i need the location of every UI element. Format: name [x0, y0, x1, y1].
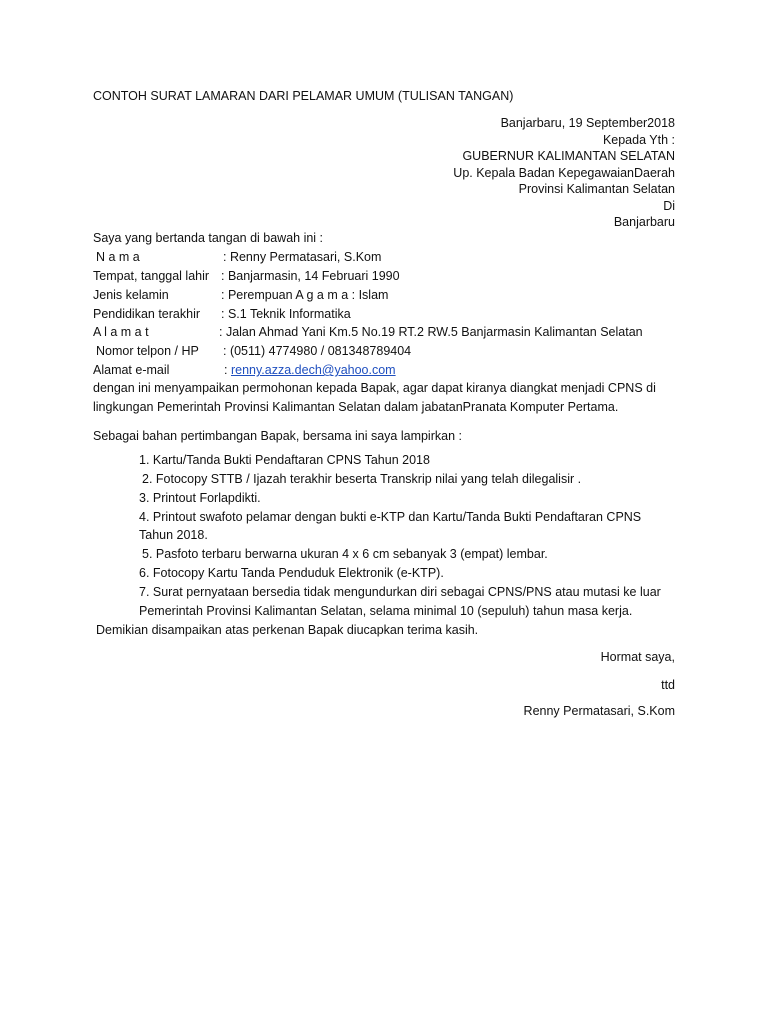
- email-label: Alamat e-mail: [93, 363, 170, 377]
- attachment-item-5: 5. Pasfoto terbaru berwarna ukuran 4 x 6 cm sebanyak 3 (empat) lembar.: [142, 547, 548, 561]
- request-line-2: lingkungan Pemerintah Provinsi Kalimantan Selatan dalam jabatanPranata Komputer Pertama.: [93, 400, 619, 414]
- recipient-di: Di: [663, 199, 675, 213]
- signer-name: Renny Permatasari, S.Kom: [523, 704, 675, 718]
- attachment-item-7: 7. Surat pernyataan bersedia tidak mengundurkan diri sebagai CPNS/PNS atau mutasi ke luar: [139, 585, 661, 599]
- recipient-title: GUBERNUR KALIMANTAN SELATAN: [462, 149, 675, 163]
- email-colon: :: [224, 363, 228, 377]
- birth-value: : Banjarmasin, 14 Februari 1990: [221, 269, 400, 283]
- phone-label: Nomor telpon / HP: [96, 344, 199, 358]
- education-value: : S.1 Teknik Informatika: [221, 307, 351, 321]
- place-date: Banjarbaru, 19 September2018: [500, 116, 675, 130]
- recipient-attn: Up. Kepala Badan KepegawaianDaerah: [453, 166, 675, 180]
- name-value: : Renny Permatasari, S.Kom: [223, 250, 382, 264]
- attachments-intro: Sebagai bahan pertimbangan Bapak, bersama ini saya lampirkan :: [93, 429, 462, 443]
- name-label: N a m a: [96, 250, 140, 264]
- recipient-city: Banjarbaru: [613, 215, 675, 229]
- closing-line: Demikian disampaikan atas perkenan Bapak diucapkan terima kasih.: [96, 623, 479, 637]
- attachment-item-6: 6. Fotocopy Kartu Tanda Penduduk Elektronik (e-KTP).: [139, 566, 444, 580]
- phone-value: : (0511) 4774980 / 081348789404: [223, 344, 412, 358]
- address-value: : Jalan Ahmad Yani Km.5 No.19 RT.2 RW.5 Banjarmasin Kalimantan Selatan: [219, 325, 643, 339]
- education-label: Pendidikan terakhir: [93, 307, 201, 321]
- letter-title: CONTOH SURAT LAMARAN DARI PELAMAR UMUM (TULISAN TANGAN): [93, 89, 514, 103]
- birth-label: Tempat, tanggal lahir: [93, 269, 210, 283]
- signature-ttd: ttd: [661, 678, 675, 692]
- intro-line: Saya yang bertanda tangan di bawah ini :: [93, 231, 324, 245]
- kepada-yth: Kepada Yth :: [602, 133, 675, 147]
- attachment-item-4: 4. Printout swafoto pelamar dengan bukti e-KTP dan Kartu/Tanda Bukti Pendaftaran CPNS: [139, 510, 642, 524]
- attachment-item-2: 2. Fotocopy STTB / Ijazah terakhir beserta Transkrip nilai yang telah dilegalisir .: [142, 472, 582, 486]
- regards: Hormat saya,: [600, 650, 675, 664]
- attachment-item-7-cont: Pemerintah Provinsi Kalimantan Selatan, selama minimal 10 (sepuluh) tahun masa kerja.: [139, 604, 633, 618]
- address-label: A l a m a t: [93, 325, 149, 339]
- email-field: [224, 361, 396, 379]
- attachment-item-1: 1. Kartu/Tanda Bukti Pendaftaran CPNS Tahun 2018: [139, 453, 430, 467]
- request-line-1: dengan ini menyampaikan permohonan kepada Bapak, agar dapat kiranya diangkat menjadi CPNS di: [93, 381, 656, 395]
- attachment-item-4-cont: Tahun 2018.: [139, 528, 208, 542]
- email-link[interactable]: renny.azza.dech@yahoo.com: [230, 363, 396, 377]
- attachment-item-3: 3. Printout Forlapdikti.: [139, 491, 261, 505]
- gender-religion-value: : Perempuan A g a m a : Islam: [221, 288, 389, 302]
- gender-label: Jenis kelamin: [93, 288, 169, 302]
- recipient-province: Provinsi Kalimantan Selatan: [518, 182, 675, 196]
